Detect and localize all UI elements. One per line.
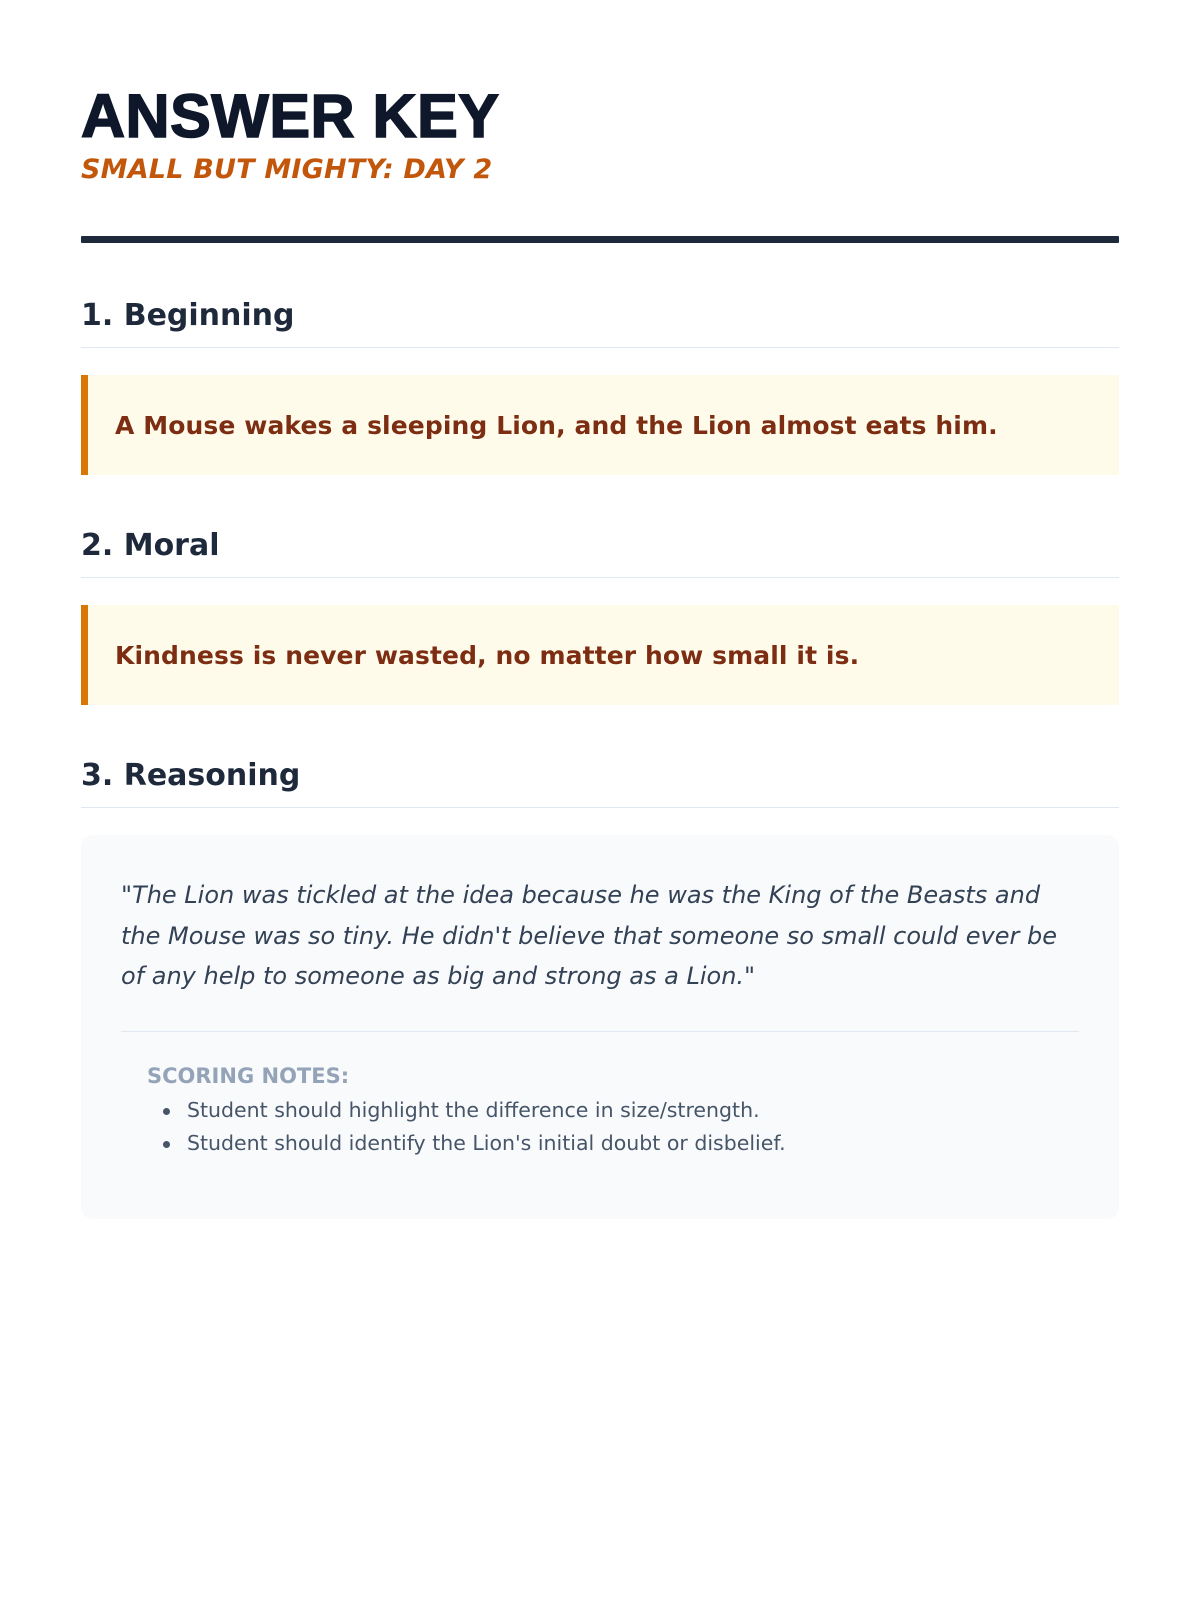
- answer-text: A Mouse wakes a sleeping Lion, and the Lion almost eats him.: [115, 410, 998, 440]
- section-heading: 2. Moral: [81, 527, 1119, 578]
- page-subtitle: SMALL BUT MIGHTY: DAY 2: [81, 154, 493, 185]
- title-divider: [81, 236, 1119, 243]
- section-beginning: [81, 297, 1119, 475]
- reasoning-quote: "The Lion was tickled at the idea because he was the King of the Beasts and the Mouse was so tiny. He didn't believe that someone so small could ever be of any help to someone as big and strong as a Lion.": [121, 875, 1079, 1032]
- page-title: ANSWER KEY: [81, 82, 500, 150]
- scoring-notes-list: [147, 1094, 1079, 1160]
- list-item: Student should identify the Lion's initial doubt or disbelief.: [187, 1127, 1079, 1160]
- answer-text: Kindness is never wasted, no matter how small it is.: [115, 640, 860, 670]
- section-moral: [81, 527, 1119, 705]
- section-heading: 3. Reasoning: [81, 757, 1119, 808]
- list-item: Student should highlight the difference in size/strength.: [187, 1094, 1079, 1127]
- answer-box: [81, 375, 1119, 475]
- section-reasoning: [81, 757, 1119, 1219]
- scoring-notes: [121, 1032, 1079, 1160]
- scoring-notes-label: SCORING NOTES:: [147, 1063, 350, 1088]
- section-heading: 1. Beginning: [81, 297, 1119, 348]
- answer-box: [81, 605, 1119, 705]
- reasoning-box: [81, 835, 1119, 1219]
